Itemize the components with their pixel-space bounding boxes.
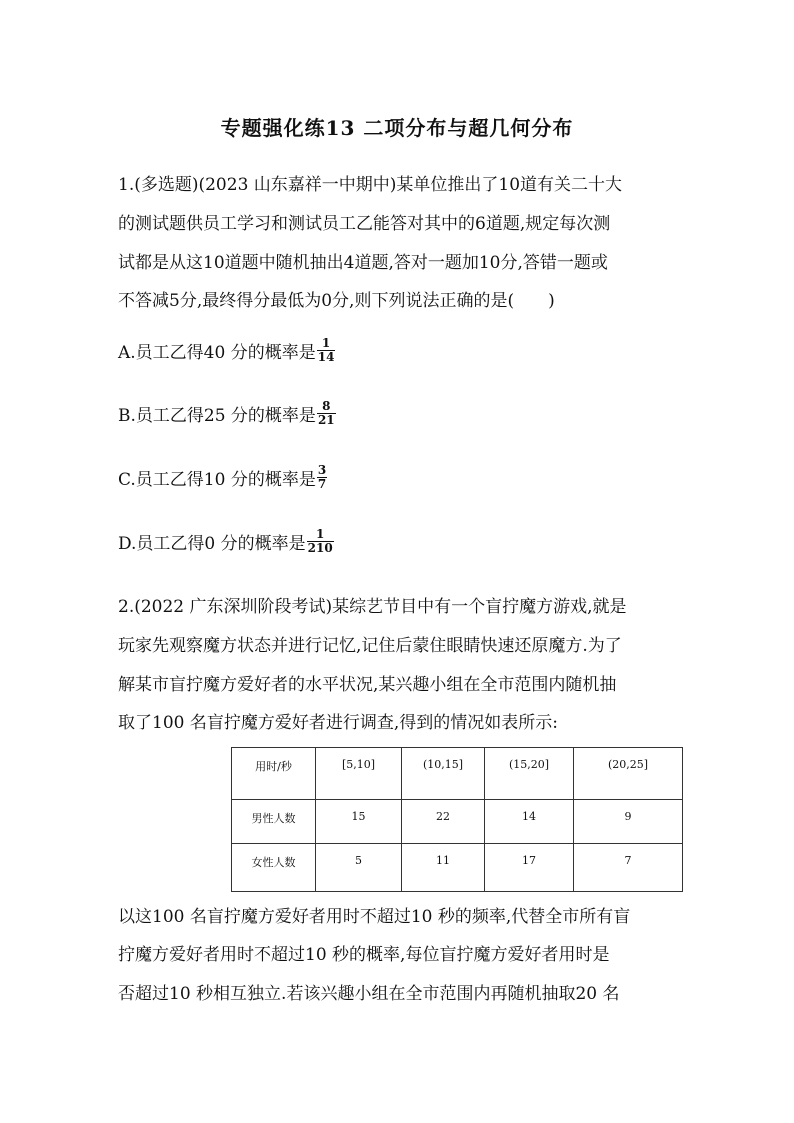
fraction-denominator: 210 [307, 541, 333, 555]
table-cell: 14 [485, 800, 574, 844]
fraction-denominator: 14 [317, 350, 335, 364]
table-header-row [232, 748, 683, 800]
table-header-cell: (20,25] [574, 748, 683, 800]
option-d-fraction [307, 528, 334, 555]
q1-line-4: 不答减5分,最终得分最低为0分,则下列说法正确的是( ) [118, 291, 555, 311]
q1-option-d [118, 528, 334, 555]
table-row-label: 女性人数 [232, 844, 316, 892]
table-cell: 15 [316, 800, 402, 844]
option-a-fraction [317, 337, 336, 364]
table-cell: 22 [402, 800, 485, 844]
table-cell: 7 [574, 844, 683, 892]
page-title: 专题强化练13 二项分布与超几何分布 [220, 116, 574, 140]
table-cell: 5 [316, 844, 402, 892]
fraction-numerator: 3 [317, 463, 327, 477]
table-header-cell: [5,10] [316, 748, 402, 800]
q2-after-line-3: 否超过10 秒相互独立.若该兴趣小组在全市范围内再随机抽取20 名 [118, 984, 620, 1004]
fraction-numerator: 1 [321, 336, 331, 350]
q2-line-3: 解某市盲拧魔方爱好者的水平状况,某兴趣小组在全市范围内随机抽 [118, 675, 617, 695]
fraction-numerator: 8 [322, 399, 331, 413]
option-b-fraction [317, 400, 336, 427]
q1-option-b [118, 400, 336, 427]
q1-option-c [118, 464, 327, 491]
fraction-denominator: 21 [317, 413, 335, 427]
q1-option-a [118, 337, 335, 364]
table-cell: 17 [485, 844, 574, 892]
q2-line-1: 2.(2022 广东深圳阶段考试)某综艺节目中有一个盲拧魔方游戏,就是 [118, 597, 627, 617]
q1-line-2: 的测试题供员工学习和测试员工乙能答对其中的6道题,规定每次测 [118, 214, 611, 234]
table-row [232, 800, 683, 844]
q2-after-line-2: 拧魔方爱好者用时不超过10 秒的概率,每位盲拧魔方爱好者用时是 [118, 945, 610, 965]
table-header-cell: (10,15] [402, 748, 485, 800]
table-row-label: 男性人数 [232, 800, 316, 844]
q1-line-3: 试都是从这10道题中随机抽出4道题,答对一题加10分,答错一题或 [118, 253, 608, 273]
table-cell: 11 [402, 844, 485, 892]
q1-line-1: 1.(多选题)(2023 山东嘉祥一中期中)某单位推出了10道有关二十大 [118, 175, 623, 195]
option-c-text: C.员工乙得10 分的概率是 [118, 470, 316, 490]
option-d-text: D.员工乙得0 分的概率是 [118, 534, 306, 554]
option-c-fraction [317, 464, 327, 491]
table-row [232, 844, 683, 892]
table-header-cell: (15,20] [485, 748, 574, 800]
fraction-denominator: 7 [317, 477, 327, 491]
q2-line-4: 取了100 名盲拧魔方爱好者进行调查,得到的情况如表所示: [118, 713, 558, 733]
table-header-cell: 用时/秒 [232, 748, 316, 800]
q2-after-line-1: 以这100 名盲拧魔方爱好者用时不超过10 秒的频率,代替全市所有盲 [118, 907, 631, 927]
data-table [231, 747, 683, 892]
option-a-text: A.员工乙得40 分的概率是 [118, 343, 316, 363]
table-cell: 9 [574, 800, 683, 844]
q2-line-2: 玩家先观察魔方状态并进行记忆,记住后蒙住眼睛快速还原魔方.为了 [118, 636, 622, 656]
fraction-numerator: 1 [316, 527, 325, 541]
option-b-text: B.员工乙得25 分的概率是 [118, 406, 316, 426]
